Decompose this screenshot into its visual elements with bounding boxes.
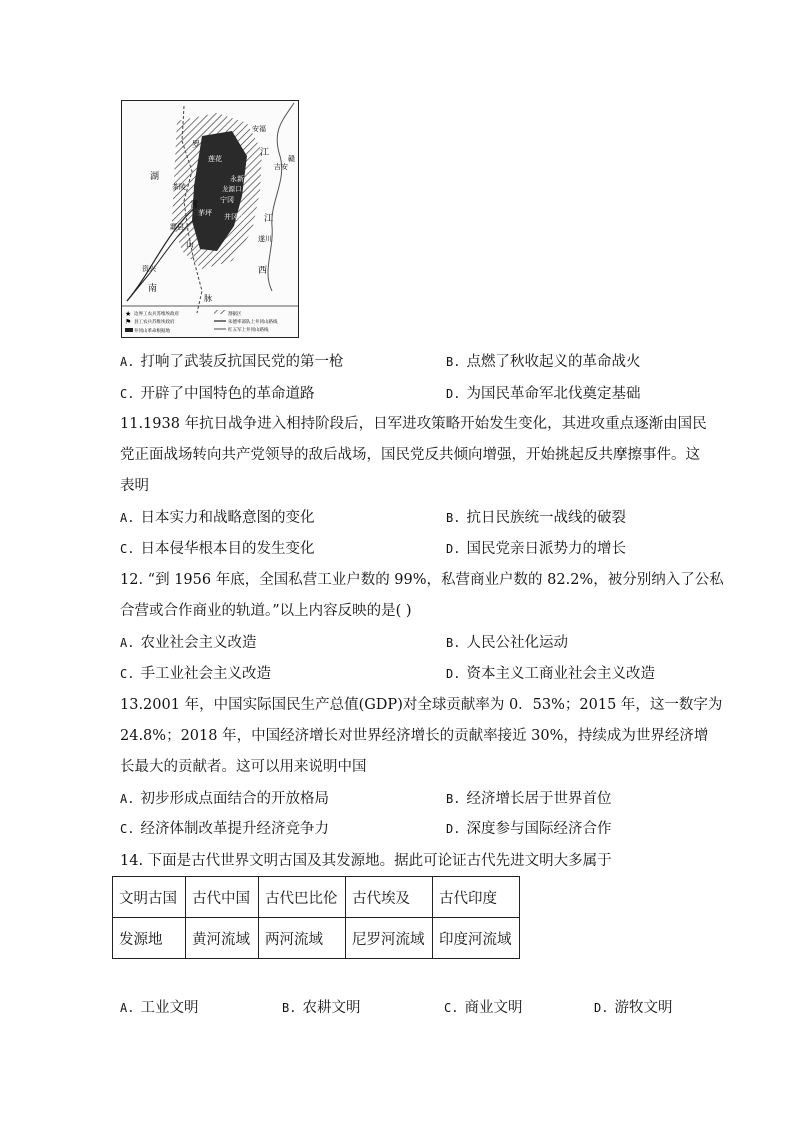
q13-option-a[interactable] xyxy=(120,789,329,809)
option-text: 经济体制改革提升经济竞争力 xyxy=(140,821,329,837)
option-text: 日本侵华根本目的发生变化 xyxy=(140,541,315,557)
table-cell: 印度河流域 xyxy=(433,918,520,959)
q14-option-a[interactable] xyxy=(120,998,198,1018)
q14-option-b[interactable] xyxy=(282,998,360,1018)
option-letter: D. xyxy=(594,1001,609,1015)
q11-stem-line1: 11.1938 年抗日战争进入相持阶段后，日军进攻策略开始发生变化，其进攻重点逐渐由国民 xyxy=(120,416,707,432)
label-chaling: 茶陵 xyxy=(172,183,186,191)
river xyxy=(268,103,294,291)
label-jinggangshan: 井冈山 xyxy=(224,213,245,221)
option-text: 游牧文明 xyxy=(614,1000,673,1016)
q13-option-b[interactable] xyxy=(446,789,611,809)
legend-item2: 县工农兵苏维埃政府 xyxy=(134,320,175,325)
option-letter: A. xyxy=(120,1001,135,1015)
label-anfu: 安福 xyxy=(252,125,266,133)
q13-stem-line2: 24.8%；2018 年，中国经济增长对世界经济增长的贡献率接近 30%，持续成为世界经济增 xyxy=(120,728,709,744)
option-text: 商业文明 xyxy=(464,1000,523,1016)
option-letter: B. xyxy=(446,792,461,806)
option-text: 开辟了中国特色的革命道路 xyxy=(140,386,315,402)
option-text: 工业文明 xyxy=(140,1000,199,1016)
option-letter: C. xyxy=(120,542,135,556)
legend-star-icon: ★ xyxy=(125,310,132,318)
q12-option-c[interactable] xyxy=(120,664,271,684)
option-letter: D. xyxy=(446,387,461,401)
table-cell: 古代埃及 xyxy=(346,877,433,918)
option-text: 为国民革命军北伐奠定基础 xyxy=(466,386,641,402)
option-letter: A. xyxy=(120,355,135,369)
q11-option-b[interactable] xyxy=(446,508,626,528)
label-ninggang: 宁冈 xyxy=(220,196,234,204)
label-xiao: 霄 xyxy=(190,200,198,209)
q13-option-d[interactable] xyxy=(446,819,611,839)
option-letter: D. xyxy=(446,667,461,681)
option-text: 点燃了秋收起义的革命战火 xyxy=(466,354,641,370)
q14-stem: 14. 下面是古代世界文明古国及其发源地。据此可论证古代先进文明大多属于 xyxy=(120,853,612,869)
q11-option-c[interactable] xyxy=(120,539,314,559)
label-luo: 罗 xyxy=(192,140,200,149)
label-shan: 山 xyxy=(186,240,194,249)
label-lianhua: 莲花 xyxy=(208,155,222,163)
q12-option-b[interactable] xyxy=(446,633,568,653)
option-letter: A. xyxy=(120,636,135,650)
option-text: 深度参与国际经济合作 xyxy=(466,821,612,837)
table-cell: 尼罗河流域 xyxy=(346,918,433,959)
option-text: 资本主义工商业社会主义改造 xyxy=(466,666,655,682)
option-letter: C. xyxy=(444,1001,459,1015)
label-hu: 湖 xyxy=(150,172,160,182)
option-letter: B. xyxy=(446,355,461,369)
table-cell: 古代中国 xyxy=(186,877,259,918)
option-letter: C. xyxy=(120,822,135,836)
q10-option-a[interactable] xyxy=(120,352,343,372)
q11-stem-line3: 表明 xyxy=(120,478,149,494)
label-jiang2: 江 xyxy=(264,214,274,224)
q10-option-b[interactable] xyxy=(446,352,640,372)
option-text: 手工业社会主义改造 xyxy=(140,666,271,682)
legend-item3: 井冈山革命根据地 xyxy=(134,329,170,334)
map-graphic xyxy=(122,101,298,337)
option-letter: A. xyxy=(120,511,135,525)
table-cell: 文明古国 xyxy=(113,877,186,918)
table-cell: 古代印度 xyxy=(433,877,520,918)
route-south xyxy=(127,273,150,301)
civilization-table xyxy=(112,876,520,959)
option-text: 初步形成点面结合的开放格局 xyxy=(140,791,329,807)
option-letter: D. xyxy=(446,542,461,556)
label-zixing: 资兴 xyxy=(142,265,156,273)
table-row xyxy=(113,877,520,918)
option-text: 日本实力和战略意图的变化 xyxy=(140,510,315,526)
option-letter: B. xyxy=(282,1001,297,1015)
legend-flag-icon: ⚑ xyxy=(125,318,132,326)
label-longyuankou: 龙源口 xyxy=(222,185,242,193)
option-letter: C. xyxy=(120,667,135,681)
label-jiang1: 江 xyxy=(260,148,270,158)
q10-option-d[interactable] xyxy=(446,384,640,404)
option-letter: C. xyxy=(120,387,135,401)
option-letter: B. xyxy=(446,511,461,525)
option-text: 抗日民族统一战线的破裂 xyxy=(466,510,626,526)
option-text: 打响了武装反抗国民党的第一枪 xyxy=(140,354,344,370)
legend-item4: 割据区 xyxy=(228,312,242,317)
q12-option-d[interactable] xyxy=(446,664,655,684)
table-cell: 古代巴比伦 xyxy=(259,877,346,918)
option-letter: B. xyxy=(446,636,461,650)
option-text: 国民党亲日派势力的增长 xyxy=(466,541,626,557)
option-text: 经济增长居于世界首位 xyxy=(466,791,612,807)
label-yongxin: 永新 xyxy=(230,175,244,183)
label-lingxian: 酃县 xyxy=(170,223,184,231)
q12-stem-line1: 12. “到 1956 年底，全国私营工业户数的 99%，私营商业户数的 82.2%，被分别纳入了公私 xyxy=(120,572,724,588)
q11-option-a[interactable] xyxy=(120,508,314,528)
q12-option-a[interactable] xyxy=(120,633,256,653)
q13-stem-line3: 长最大的贡献者。这可以用来说明中国 xyxy=(120,759,367,775)
legend-item6: 红五军上井冈山路线 xyxy=(228,328,269,333)
q14-option-c[interactable] xyxy=(444,998,522,1018)
option-letter: A. xyxy=(120,792,135,806)
option-text: 农业社会主义改造 xyxy=(140,635,257,651)
label-jian: 吉安 xyxy=(274,163,288,171)
legend-base-swatch xyxy=(125,328,133,332)
q10-option-c[interactable] xyxy=(120,384,314,404)
q13-stem-line1: 13.2001 年，中国实际国民生产总值(GDP)对全球贡献率为 0．53%；2015 年，这一数字为 xyxy=(120,697,723,713)
q12-stem-line2: 合营或合作商业的轨道。”以上内容反映的是( ) xyxy=(120,603,412,619)
option-text: 农耕文明 xyxy=(302,1000,361,1016)
label-maoping: 茅坪 xyxy=(198,209,212,217)
legend-hatch-swatch xyxy=(214,310,226,314)
q13-option-c[interactable] xyxy=(120,819,329,839)
option-letter: D. xyxy=(446,822,461,836)
table-cell: 黄河流域 xyxy=(186,918,259,959)
label-xi: 西 xyxy=(258,266,268,276)
option-text: 人民公社化运动 xyxy=(466,635,568,651)
q11-option-d[interactable] xyxy=(446,539,626,559)
table-cell: 两河流域 xyxy=(259,918,346,959)
table-cell: 发源地 xyxy=(113,918,186,959)
label-gan: 赣 xyxy=(288,155,295,163)
q11-stem-line2: 党正面战场转向共产党领导的敌后战场，国民党反共倾向增强，开始挑起反共摩擦事件。这 xyxy=(120,447,700,463)
label-mai: 脉 xyxy=(204,294,212,303)
label-nan: 南 xyxy=(148,284,158,294)
label-suichuan: 遂川 xyxy=(258,235,272,243)
legend-item5: 朱德率部队上井冈山路线 xyxy=(228,320,278,325)
q14-option-d[interactable] xyxy=(594,998,672,1018)
jinggangshan-map xyxy=(121,100,299,338)
table-row xyxy=(113,918,520,959)
legend-item1: 边界工农兵苏维埃政府 xyxy=(134,312,179,317)
